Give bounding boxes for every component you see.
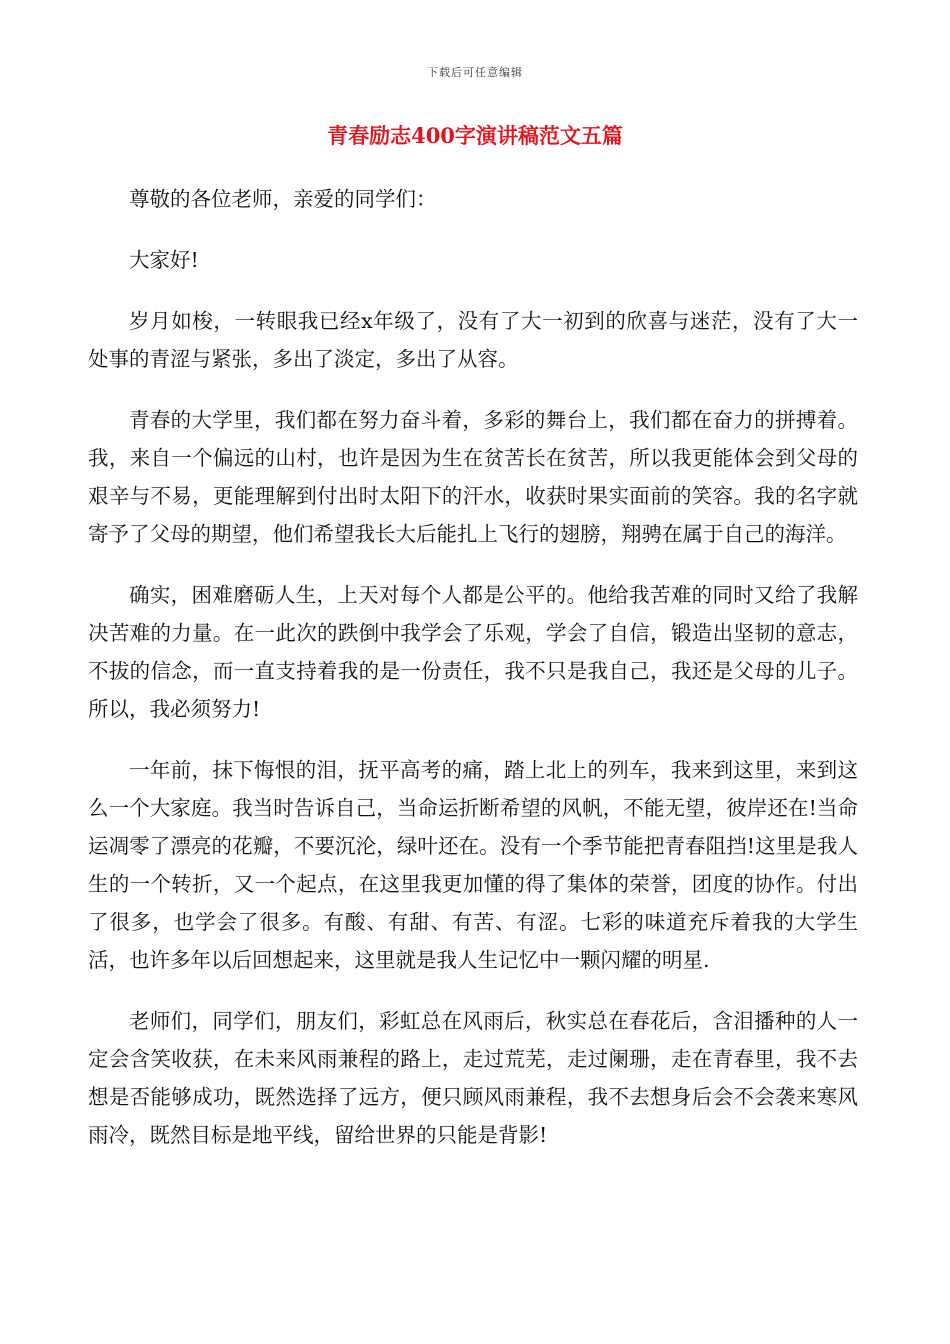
- paragraph-salutation: 尊敬的各位老师，亲爱的同学们：: [129, 187, 437, 211]
- header-note: 下载后可任意编辑: [427, 66, 523, 79]
- document-body: [88, 180, 858, 1177]
- paragraph-greeting: 大家好!: [129, 248, 199, 272]
- paragraph-5: 老师们，同学们，朋友们，彩虹总在风雨后，秋实总在春花后，含泪播种的人一定会含笑收获，在未来风雨兼程的路上，走过荒芜，走过阑珊，走在青春里，我不去想是否能够成功，既然选择了远方，便只顾风雨兼程，我不去想身后会不会袭来寒风雨冷，既然目标是地平线，留给世界的只能是背影!: [88, 1009, 858, 1147]
- paragraph-4: 一年前，抹下悔恨的泪，抚平高考的痛，踏上北上的列车，我来到这里，来到这么一个大家庭。我当时告诉自己，当命运折断希望的风帆，不能无望，彼岸还在!当命运凋零了漂亮的花瓣，不要沉沦，绿叶还在。没有一个季节能把青春阻挡!这里是我人生的一个转折，又一个起点，在这里我更加懂的得了集体的荣誉，团度的协作。付出了很多，也学会了很多。有酸、有甜、有苦、有涩。七彩的味道充斥着我的大学生活，也许多年以后回想起来，这里就是我人生记忆中一颗闪耀的明星.: [88, 758, 858, 972]
- paragraph-2: 青春的大学里，我们都在努力奋斗着，多彩的舞台上，我们都在奋力的拼搏着。我，来自一个偏远的山村，也许是因为生在贫苦长在贫苦，所以我更能体会到父母的艰辛与不易，更能理解到付出时太阳下的汗水，收获时果实面前的笑容。我的名字就寄予了父母的期望，他们希望我长大后能扎上飞行的翅膀，翔骋在属于自己的海洋。: [88, 408, 858, 546]
- paragraph-3: 确实，困难磨砺人生，上天对每个人都是公平的。他给我苦难的同时又给了我解决苦难的力量。在一此次的跌倒中我学会了乐观，学会了自信，锻造出坚韧的意志，不拔的信念，而一直支持着我的是一份责任，我不只是我自己，我还是父母的儿子。所以，我必须努力!: [88, 583, 858, 721]
- paragraph-1: 岁月如梭，一转眼我已经x年级了，没有了大一初到的欣喜与迷茫，没有了大一处事的青涩与紧张，多出了淡定，多出了从容。: [88, 309, 858, 371]
- document-title: 青春励志400字演讲稿范文五篇: [327, 123, 623, 148]
